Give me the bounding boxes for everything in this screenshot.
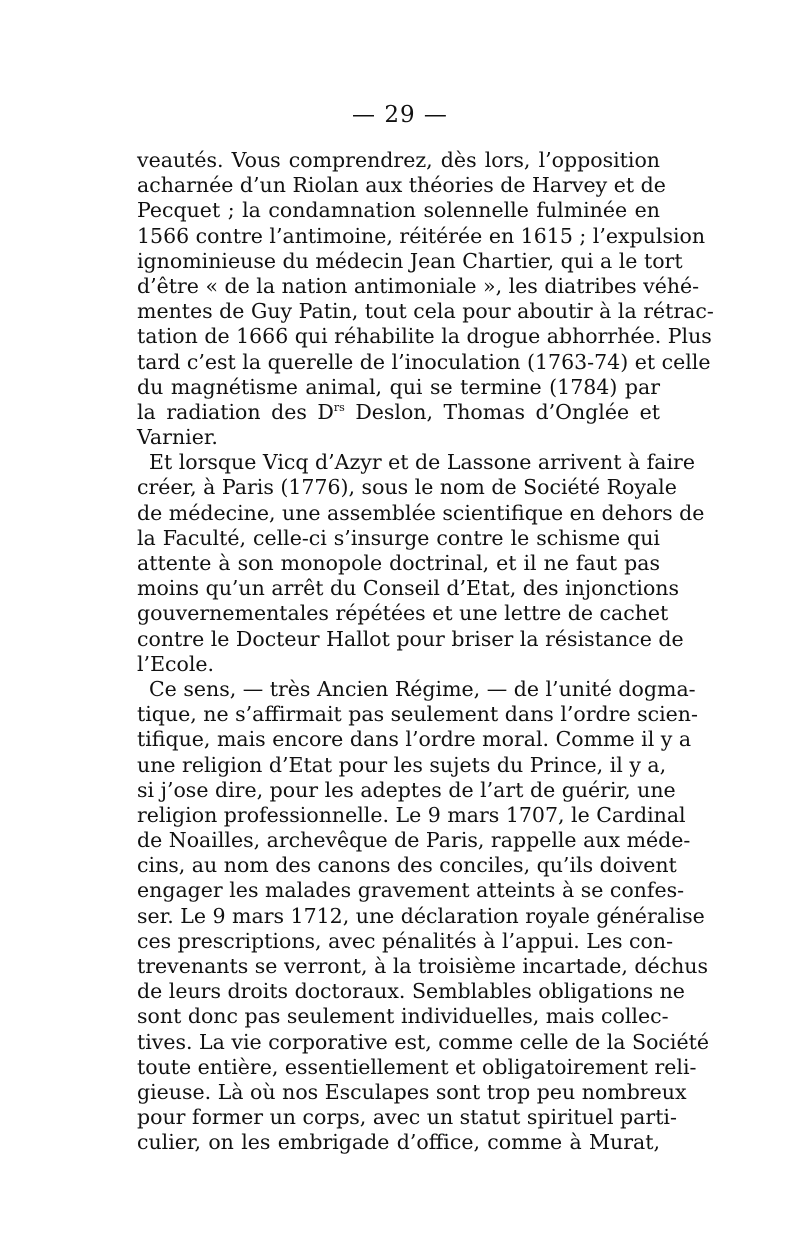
text-line: de médecine, une assemblée scientifique en dehors de	[137, 500, 705, 525]
body-text	[137, 148, 714, 1156]
text-line: veautés. Vous comprendrez, dès lors, l’opposition	[137, 148, 660, 172]
text-line: tifique, mais encore dans l’ordre moral. Comme il y a	[137, 727, 692, 752]
text-line: si j’ose dire, pour les adeptes de l’art de guérir, une	[137, 777, 676, 802]
text-line: de Noailles, archevêque de Paris, rappelle aux méde-	[137, 828, 691, 853]
text-line: de leurs droits doctoraux. Semblables obligations ne	[137, 979, 685, 1004]
text-line: trevenants se verront, à la troisième incartade, déchus	[137, 954, 709, 978]
text-line: une religion d’Etat pour les sujets du Prince, il y a,	[137, 752, 667, 777]
text-line: mentes de Guy Patin, tout cela pour aboutir à la rétrac-	[137, 299, 714, 324]
text-line: tation de 1666 qui réhabilite la drogue abhorrhée. Plus	[137, 324, 712, 349]
text-line: contre le Docteur Hallot pour briser la résistance de	[137, 626, 684, 651]
text-fragment: la radiation des D	[137, 399, 334, 424]
text-line: toute entière, essentiellement et obligatoirement reli-	[137, 1054, 697, 1079]
text-line: tives. La vie corporative est, comme celle de la Société	[137, 1029, 709, 1054]
text-line: Pecquet ; la condamnation solennelle fulminée en	[137, 198, 660, 223]
text-line	[137, 400, 660, 425]
text-line: tique, ne s’affirmait pas seulement dans l’ordre scien-	[137, 702, 698, 727]
text-line: ignominieuse du médecin Jean Chartier, qui a le tort	[137, 248, 683, 273]
text-line: ces prescriptions, avec pénalités à l’appui. Les con-	[137, 928, 674, 953]
text-line: sont donc pas seulement individuelles, mais collec-	[137, 1004, 669, 1029]
text-line: religion professionnelle. Le 9 mars 1707, le Cardinal	[137, 802, 686, 827]
text-line: gieuse. Là où nos Esculapes sont trop peu nombreux	[137, 1079, 687, 1104]
text-fragment: Deslon, Thomas d’Onglée et	[344, 399, 660, 424]
text-line: créer, à Paris (1776), sous le nom de Société Royale	[137, 475, 677, 500]
text-line: d’être « de la nation antimoniale », les diatribes véhé-	[137, 273, 700, 298]
text-line: attente à son monopole doctrinal, et il ne faut pas	[137, 551, 660, 575]
superscript: rs	[333, 401, 345, 415]
text-line: Varnier.	[137, 425, 218, 450]
text-line: du magnétisme animal, qui se termine (1784) par	[137, 374, 660, 399]
text-line: 1566 contre l’antimoine, réitérée en 1615 ; l’expulsion	[137, 223, 706, 248]
paragraph-start: Et lorsque Vicq d’Azyr et de Lassone arrivent à faire	[149, 450, 695, 475]
text-line: tard c’est la querelle de l’inoculation (1763-74) et celle	[137, 349, 711, 374]
text-line: cins, au nom des canons des conciles, qu’ils doivent	[137, 853, 677, 878]
text-line: culier, on les embrigade d’office, comme à Murat,	[137, 1130, 660, 1155]
text-line: l’Ecole.	[137, 651, 215, 676]
text-line: gouvernementales répétées et une lettre de cachet	[137, 601, 669, 626]
text-line: la Faculté, celle-ci s’insurge contre le schisme qui	[137, 525, 660, 550]
text-line: pour former un corps, avec un statut spirituel parti-	[137, 1105, 677, 1130]
text-line: ser. Le 9 mars 1712, une déclaration royale généralise	[137, 903, 705, 928]
text-line: moins qu’un arrêt du Conseil d’Etat, des injonctions	[137, 576, 680, 601]
text-line: acharnée d’un Riolan aux théories de Harvey et de	[137, 173, 666, 198]
page-number: — 29 —	[352, 102, 448, 128]
text-line: engager les malades gravement atteints à se confes-	[137, 878, 685, 903]
paragraph-start: Ce sens, — très Ancien Régime, — de l’unité dogma-	[149, 676, 696, 701]
